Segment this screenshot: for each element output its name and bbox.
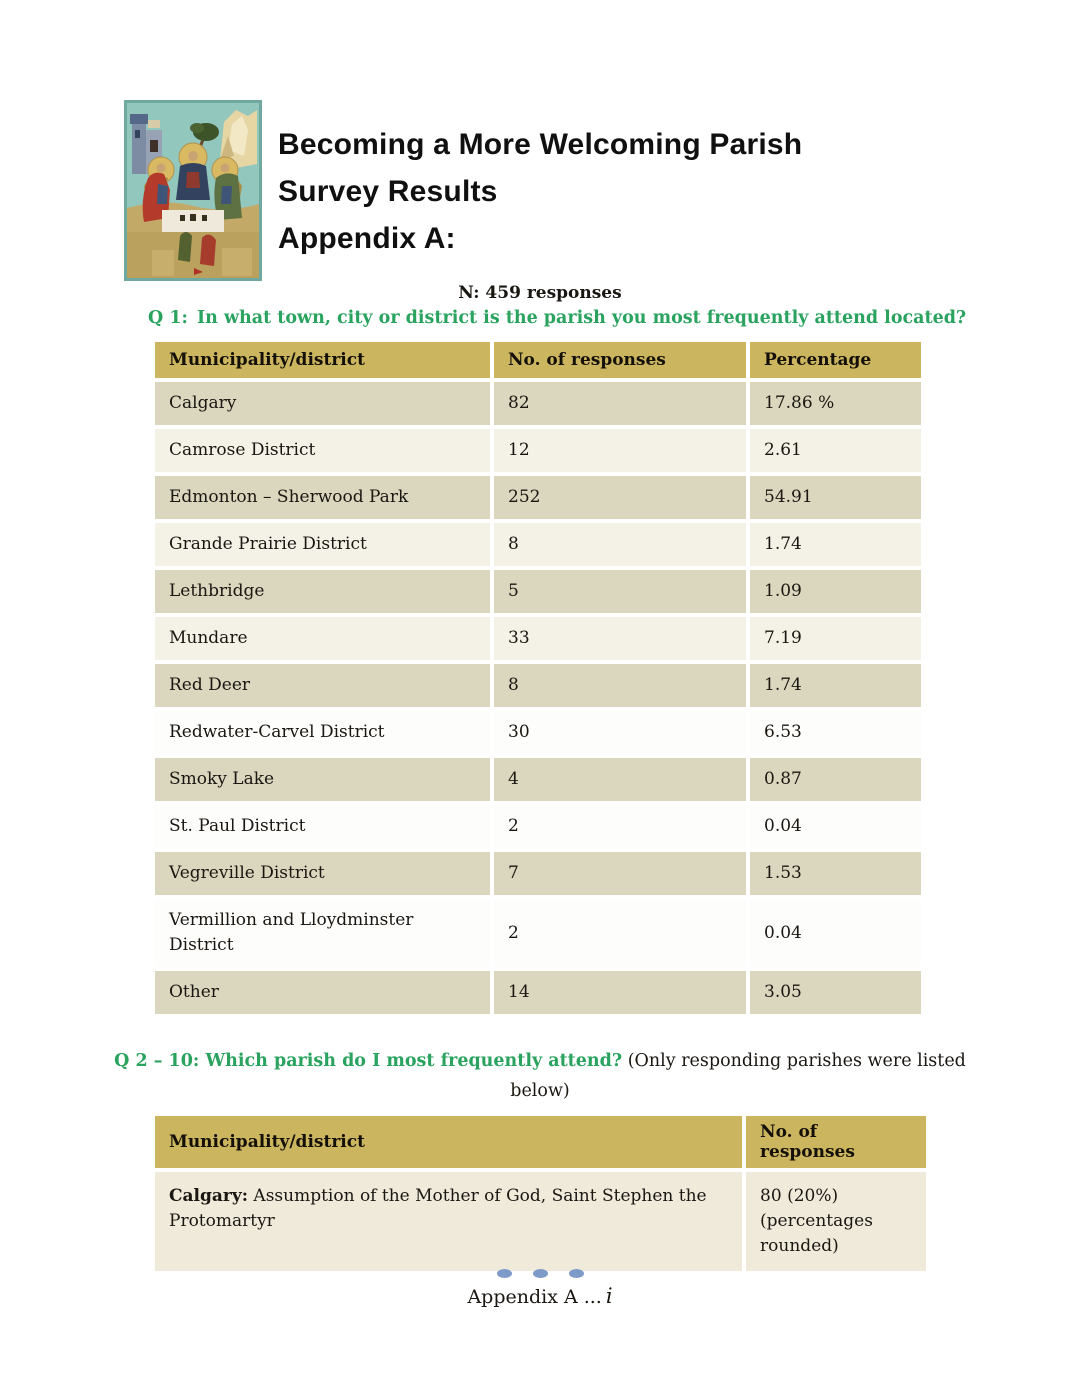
table-row (155, 711, 921, 754)
percentage-cell: 17.86 % (750, 382, 921, 425)
percentage-cell: 54.91 (750, 476, 921, 519)
holy-trinity-icon-image (124, 100, 262, 281)
table-row (155, 523, 921, 566)
responses-cell: 8 (494, 523, 746, 566)
municipality-cell: Vegreville District (155, 852, 490, 895)
table-row (155, 429, 921, 472)
municipality-cell: St. Paul District (155, 805, 490, 848)
q2-results-table (151, 1112, 930, 1275)
table-row (155, 476, 921, 519)
municipality-lead: Calgary: (169, 1186, 249, 1206)
municipality-cell: Lethbridge (155, 570, 490, 613)
responses-cell: 4 (494, 758, 746, 801)
table-row (155, 617, 921, 660)
q2-table-body (155, 1172, 926, 1271)
responses-cell: 33 (494, 617, 746, 660)
responses-cell: 2 (494, 899, 746, 967)
responses-column-header: No. of responses (746, 1116, 926, 1168)
responses-count-label: N: 459 responses (458, 283, 622, 303)
responses-cell: 8 (494, 664, 746, 707)
page-number: i (605, 1284, 613, 1308)
table-row (155, 805, 921, 848)
table-row (155, 1172, 926, 1271)
question-1-text: In what town, city or district is the parish you most frequently attend located? (196, 308, 967, 328)
page-footer (0, 1269, 1080, 1308)
responses-cell: 2 (494, 805, 746, 848)
responses-cell: 82 (494, 382, 746, 425)
q1-results-table (151, 338, 925, 1018)
municipality-column-header: Municipality/district (155, 342, 490, 378)
ellipsis-dot-icon (497, 1269, 512, 1278)
percentage-cell: 2.61 (750, 429, 921, 472)
municipality-cell: Camrose District (155, 429, 490, 472)
table-row (155, 899, 921, 967)
question-2-line-2: below) (510, 1081, 570, 1101)
municipality-cell: Vermillion and Lloydminster District (155, 899, 490, 967)
municipality-cell: Smoky Lake (155, 758, 490, 801)
ellipsis-dot-icon (533, 1269, 548, 1278)
municipality-cell: Mundare (155, 617, 490, 660)
responses-cell: 7 (494, 852, 746, 895)
title-line-2: Survey Results (278, 175, 498, 208)
percentage-column-header: Percentage (750, 342, 921, 378)
responses-cell: 14 (494, 971, 746, 1014)
holy-trinity-icon-art (124, 100, 262, 281)
question-2-line-1 (0, 1046, 1080, 1076)
municipality-column-header: Municipality/district (155, 1116, 742, 1168)
page-title (278, 121, 802, 262)
percentage-cell: 1.74 (750, 523, 921, 566)
responses-column-header: No. of responses (494, 342, 746, 378)
percentage-cell: 1.53 (750, 852, 921, 895)
municipality-cell: Calgary (155, 382, 490, 425)
footer-text (0, 1284, 1080, 1308)
footer-label: Appendix A ... (467, 1286, 602, 1308)
municipality-cell: Red Deer (155, 664, 490, 707)
table-row (155, 570, 921, 613)
percentage-cell: 0.04 (750, 805, 921, 848)
question-1-heading (148, 308, 966, 328)
municipality-cell: Other (155, 971, 490, 1014)
percentage-cell: 1.09 (750, 570, 921, 613)
municipality-cell: Edmonton – Sherwood Park (155, 476, 490, 519)
table-header-row (155, 342, 921, 378)
table-row (155, 852, 921, 895)
question-2-note: (Only responding parishes were listed (627, 1051, 966, 1071)
responses-cell: 12 (494, 429, 746, 472)
question-1-label: Q 1: (148, 308, 188, 328)
municipality-cell: Redwater-Carvel District (155, 711, 490, 754)
responses-cell: 30 (494, 711, 746, 754)
percentage-cell: 3.05 (750, 971, 921, 1014)
municipality-cell: Grande Prairie District (155, 523, 490, 566)
title-line-1: Becoming a More Welcoming Parish (278, 128, 803, 161)
table-row (155, 971, 921, 1014)
percentage-cell: 7.19 (750, 617, 921, 660)
question-2-heading (0, 1046, 1080, 1106)
municipality-cell: Calgary: Assumption of the Mother of God, Saint Stephen the Protomartyr (155, 1172, 742, 1271)
percentage-cell: 6.53 (750, 711, 921, 754)
responses-cell: 252 (494, 476, 746, 519)
responses-cell: 80 (20%) (percentages rounded) (746, 1172, 926, 1271)
table-row (155, 758, 921, 801)
title-line-3: Appendix A: (278, 222, 456, 255)
table-row (155, 664, 921, 707)
percentage-cell: 1.74 (750, 664, 921, 707)
responses-cell: 5 (494, 570, 746, 613)
ellipsis-dot-icon (569, 1269, 584, 1278)
table-header-row (155, 1116, 926, 1168)
percentage-cell: 0.87 (750, 758, 921, 801)
q1-table-body (155, 382, 921, 1014)
percentage-cell: 0.04 (750, 899, 921, 967)
table-row (155, 382, 921, 425)
question-2-text: Q 2 – 10: Which parish do I most frequently attend? (114, 1051, 623, 1071)
footer-ornament (0, 1269, 1080, 1278)
